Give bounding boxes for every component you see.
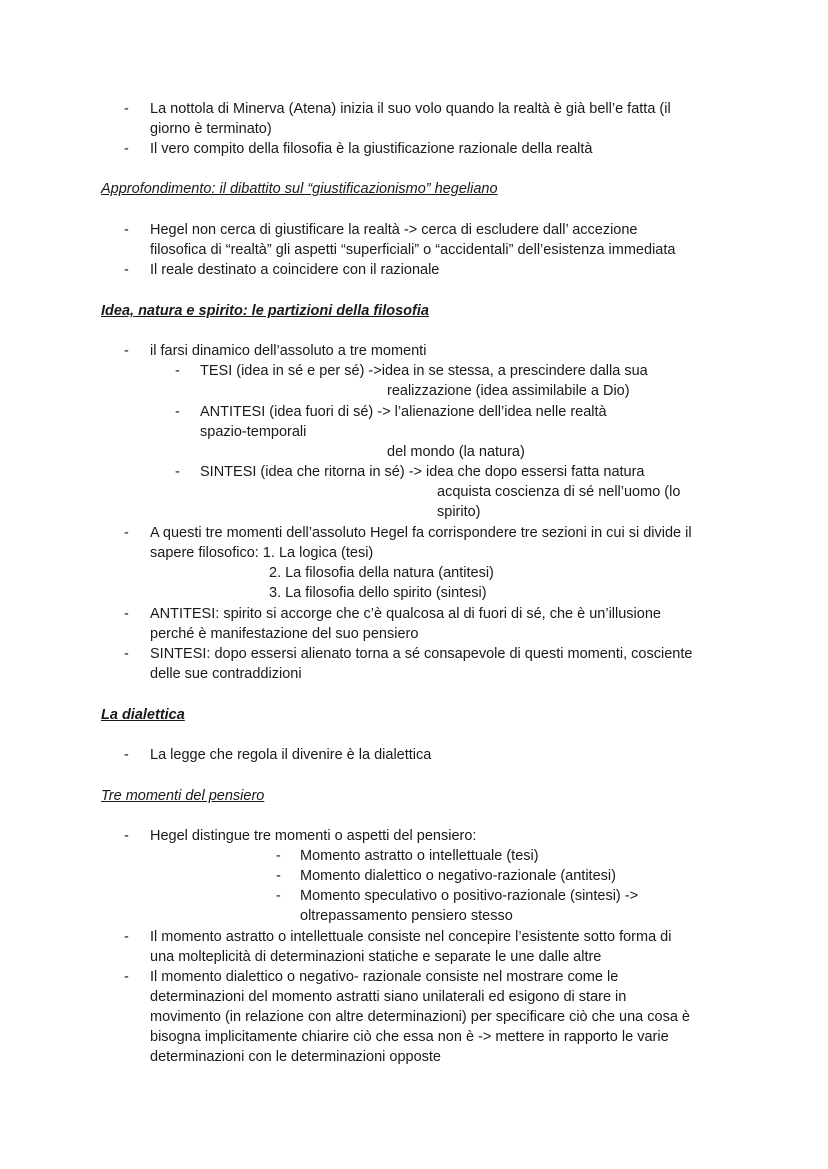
bullet-text: una molteplicità di determinazioni statiche e separate le une dalle altre <box>150 949 602 965</box>
bullet-text: Hegel distingue tre momenti o aspetti del pensiero: <box>150 828 477 844</box>
bullet-text: Hegel non cerca di giustificare la realtà -> cerca di escludere dall’ accezione <box>150 222 638 238</box>
bullet-text: determinazioni con le determinazioni opposte <box>150 1049 441 1065</box>
bullet-dash: - <box>124 525 129 541</box>
sub-bullet-text: oltrepassamento pensiero stesso <box>300 908 513 924</box>
sub-bullet-text: Momento astratto o intellettuale (tesi) <box>300 848 539 864</box>
bullet-text: determinazioni del momento astratti siano unilaterali ed esigono di stare in <box>150 989 627 1005</box>
bullet-text: 3. La filosofia dello spirito (sintesi) <box>269 585 487 601</box>
section-heading: Approfondimento: il dibattito sul “giustificazionismo” hegeliano <box>101 181 498 197</box>
bullet-text: perché è manifestazione del suo pensiero <box>150 626 419 642</box>
sub-bullet-text: acquista coscienza di sé nell’uomo (lo <box>437 484 681 500</box>
sub-bullet-text: realizzazione (idea assimilabile a Dio) <box>387 383 630 399</box>
bullet-dash: - <box>124 646 129 662</box>
bullet-text: ANTITESI: spirito si accorge che c’è qualcosa al di fuori di sé, che è un’illusione <box>150 606 661 622</box>
bullet-dash: - <box>124 929 129 945</box>
bullet-dash: - <box>124 262 129 278</box>
bullet-text: sapere filosofico: 1. La logica (tesi) <box>150 545 374 561</box>
sub-bullet-text: ANTITESI (idea fuori di sé) -> l’alienazione dell’idea nelle realtà <box>200 404 607 420</box>
section-heading: Idea, natura e spirito: le partizioni della filosofia <box>101 303 429 319</box>
sub-bullet-dash: - <box>175 464 180 480</box>
sub-bullet-dash: - <box>175 404 180 420</box>
sub-bullet-dash: - <box>276 848 281 864</box>
section-heading: Tre momenti del pensiero <box>101 788 265 804</box>
bullet-text: Il momento dialettico o negativo- razionale consiste nel mostrare come le <box>150 969 619 985</box>
bullet-dash: - <box>124 343 129 359</box>
sub-bullet-text: SINTESI (idea che ritorna in sé) -> idea che dopo essersi fatta natura <box>200 464 645 480</box>
sub-bullet-dash: - <box>175 363 180 379</box>
bullet-text: giorno è terminato) <box>150 121 272 137</box>
bullet-text: SINTESI: dopo essersi alienato torna a sé consapevole di questi momenti, cosciente <box>150 646 693 662</box>
section-heading: La dialettica <box>101 707 185 723</box>
bullet-text: 2. La filosofia della natura (antitesi) <box>269 565 494 581</box>
bullet-text: La nottola di Minerva (Atena) inizia il suo volo quando la realtà è già bell’e fatta (il <box>150 101 671 117</box>
bullet-text: A questi tre momenti dell’assoluto Hegel fa corrispondere tre sezioni in cui si divide il <box>150 525 692 541</box>
bullet-dash: - <box>124 606 129 622</box>
bullet-dash: - <box>124 828 129 844</box>
sub-bullet-text: spazio-temporali <box>200 424 307 440</box>
bullet-text: filosofica di “realtà” gli aspetti “superficiali” o “accidentali” dell’esistenza immediata <box>150 242 676 258</box>
bullet-text: movimento (in relazione con altre determinazioni) per specificare ciò che una cosa è <box>150 1009 690 1025</box>
bullet-text: Il vero compito della filosofia è la giustificazione razionale della realtà <box>150 141 593 157</box>
bullet-dash: - <box>124 222 129 238</box>
bullet-text: il farsi dinamico dell’assoluto a tre momenti <box>150 343 427 359</box>
bullet-text: Il momento astratto o intellettuale consiste nel concepire l’esistente sotto forma di <box>150 929 672 945</box>
sub-bullet-text: Momento speculativo o positivo-razionale (sintesi) -> <box>300 888 639 904</box>
sub-bullet-text: spirito) <box>437 504 481 520</box>
sub-bullet-dash: - <box>276 868 281 884</box>
sub-bullet-text: TESI (idea in sé e per sé) ->idea in se stessa, a prescindere dalla sua <box>200 363 648 379</box>
bullet-text: delle sue contraddizioni <box>150 666 302 682</box>
sub-bullet-dash: - <box>276 888 281 904</box>
bullet-text: La legge che regola il divenire è la dialettica <box>150 747 432 763</box>
bullet-dash: - <box>124 969 129 985</box>
sub-bullet-text: Momento dialettico o negativo-razionale (antitesi) <box>300 868 616 884</box>
bullet-text: bisogna implicitamente chiarire ciò che essa non è -> mettere in rapporto le varie <box>150 1029 669 1045</box>
sub-bullet-text: del mondo (la natura) <box>387 444 525 460</box>
bullet-text: Il reale destinato a coincidere con il razionale <box>150 262 440 278</box>
bullet-dash: - <box>124 101 129 117</box>
bullet-dash: - <box>124 747 129 763</box>
bullet-dash: - <box>124 141 129 157</box>
